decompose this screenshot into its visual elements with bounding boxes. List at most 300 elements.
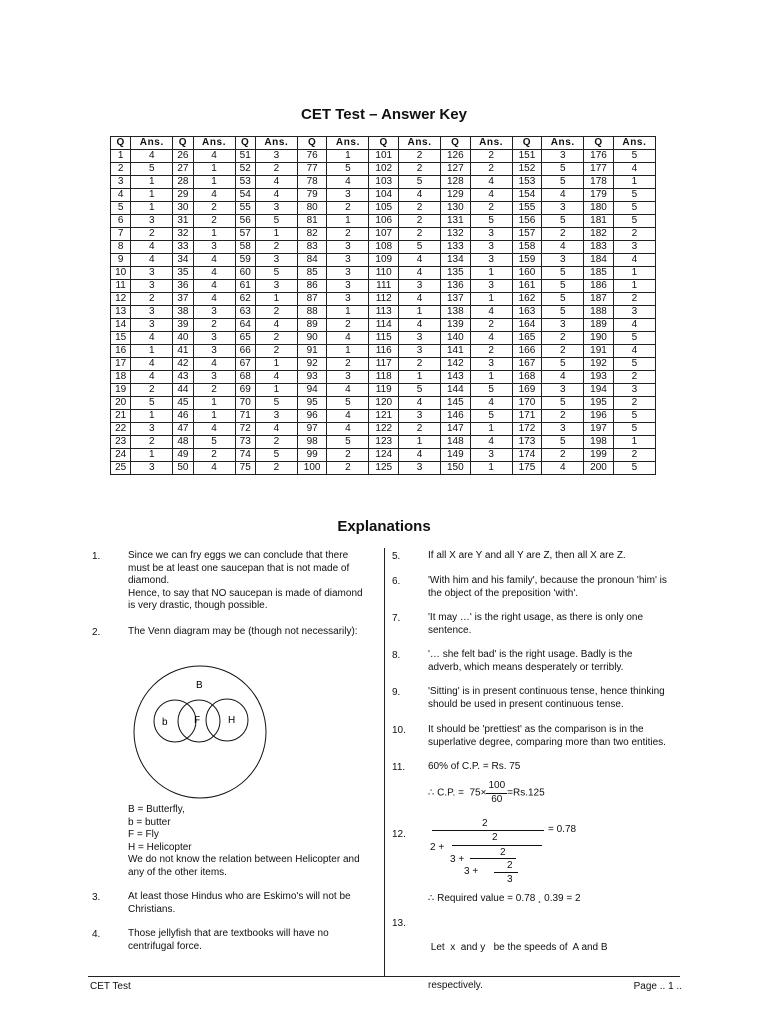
answer-cell: 2 [255, 241, 297, 254]
answer-cell: 3 [131, 215, 173, 228]
table-row [111, 189, 656, 202]
question-number: 124 [369, 449, 399, 462]
question-number: 11 [111, 280, 131, 293]
question-number: 137 [441, 293, 471, 306]
answer-cell: 4 [470, 397, 512, 410]
question-number: 5 [111, 202, 131, 215]
question-number: 70 [235, 397, 255, 410]
denominator: 60 [491, 793, 503, 805]
math-text: =Rs.125 [507, 787, 545, 799]
text-line: If all X are Y and all Y are Z, then all X are Z. [428, 550, 626, 561]
column-header: Ans. [255, 137, 297, 150]
question-number: 127 [441, 163, 471, 176]
answer-cell: 2 [542, 449, 584, 462]
answer-cell: 5 [542, 215, 584, 228]
answer-cell: 1 [470, 423, 512, 436]
question-number: 147 [441, 423, 471, 436]
answer-cell: 4 [327, 384, 369, 397]
answer-cell: 1 [131, 449, 173, 462]
answer-cell: 4 [327, 423, 369, 436]
table-row [111, 228, 656, 241]
answer-cell: 2 [255, 462, 297, 475]
question-number: 107 [369, 228, 399, 241]
answer-cell: 5 [542, 293, 584, 306]
answer-cell: 1 [193, 176, 235, 189]
question-number: 80 [297, 202, 327, 215]
text-line: H = Helicopter [128, 841, 192, 853]
question-number: 93 [297, 371, 327, 384]
answer-cell: 2 [399, 215, 441, 228]
math-text: 2 [507, 860, 513, 871]
text-line: Since we can fry eggs we can conclude that there [128, 550, 349, 561]
answer-cell: 5 [542, 280, 584, 293]
answer-cell: 2 [399, 163, 441, 176]
question-number: 73 [235, 436, 255, 449]
text-line: superlative degree, comparing more than two entities. [428, 736, 666, 748]
answer-cell: 2 [255, 163, 297, 176]
question-number: 54 [235, 189, 255, 202]
answer-cell: 4 [399, 293, 441, 306]
question-number: 184 [584, 254, 614, 267]
answer-cell: 2 [327, 449, 369, 462]
answer-cell: 2 [255, 436, 297, 449]
answer-cell: 2 [193, 319, 235, 332]
table-row [111, 150, 656, 163]
answer-cell: 3 [470, 228, 512, 241]
answer-cell: 2 [399, 150, 441, 163]
answer-cell: 5 [542, 358, 584, 371]
text-line: The Venn diagram may be (though not necessarily): [128, 626, 358, 637]
question-number: 136 [441, 280, 471, 293]
answer-cell: 4 [193, 150, 235, 163]
question-number: 160 [512, 267, 542, 280]
table-row [111, 449, 656, 462]
answer-cell: 2 [255, 332, 297, 345]
answer-cell: 2 [542, 332, 584, 345]
table-row [111, 423, 656, 436]
answer-cell: 3 [470, 254, 512, 267]
answer-cell: 1 [399, 306, 441, 319]
answer-cell: 3 [613, 241, 655, 254]
answer-cell: 1 [613, 176, 655, 189]
question-number: 200 [584, 462, 614, 475]
answer-cell: 2 [193, 384, 235, 397]
question-number: 149 [441, 449, 471, 462]
answer-cell: 2 [613, 293, 655, 306]
answer-cell: 4 [255, 371, 297, 384]
question-number: 69 [235, 384, 255, 397]
answer-cell: 2 [327, 228, 369, 241]
question-number: 51 [235, 150, 255, 163]
answer-cell: 2 [255, 306, 297, 319]
answer-cell: 1 [131, 410, 173, 423]
footer-rule [88, 976, 680, 977]
answer-cell: 1 [255, 358, 297, 371]
answer-cell: 4 [470, 176, 512, 189]
answer-cell: 3 [193, 332, 235, 345]
question-number: 150 [441, 462, 471, 475]
question-number: 19 [111, 384, 131, 397]
question-number: 169 [512, 384, 542, 397]
answer-cell: 3 [327, 254, 369, 267]
answer-cell: 3 [470, 241, 512, 254]
table-row [111, 202, 656, 215]
question-number: 145 [441, 397, 471, 410]
question-number: 191 [584, 345, 614, 358]
answer-cell: 2 [131, 293, 173, 306]
answer-cell: 3 [399, 462, 441, 475]
question-number: 72 [235, 423, 255, 436]
answer-cell: 5 [542, 163, 584, 176]
question-number: 119 [369, 384, 399, 397]
answer-cell: 3 [255, 280, 297, 293]
answer-cell: 3 [193, 345, 235, 358]
answer-cell: 2 [131, 436, 173, 449]
answer-cell: 3 [255, 254, 297, 267]
table-row [111, 358, 656, 371]
math-text: 2 + [430, 842, 445, 853]
question-number: 186 [584, 280, 614, 293]
question-number: 176 [584, 150, 614, 163]
answer-cell: 1 [327, 345, 369, 358]
answer-cell: 2 [399, 358, 441, 371]
answer-cell: 3 [399, 280, 441, 293]
answer-cell: 1 [193, 228, 235, 241]
question-number: 86 [297, 280, 327, 293]
question-number: 44 [173, 384, 193, 397]
venn-legend [128, 804, 378, 879]
text-line: 'It may …' is the right usage, as there is only one [428, 612, 644, 623]
answer-cell: 5 [470, 215, 512, 228]
question-number: 85 [297, 267, 327, 280]
question-number: 47 [173, 423, 193, 436]
math-12 [430, 818, 630, 890]
table-row [111, 319, 656, 332]
text-line: centrifugal force. [128, 940, 202, 952]
fraction-bar [470, 858, 516, 859]
answer-cell: 2 [399, 228, 441, 241]
answer-cell: 4 [193, 280, 235, 293]
item-number: 2. [92, 627, 101, 638]
text-line: Hence, to say that NO saucepan is made of diamond [128, 587, 363, 599]
explanation-2 [128, 626, 378, 639]
question-number: 7 [111, 228, 131, 241]
column-header: Q [584, 137, 614, 150]
table-row [111, 462, 656, 475]
question-number: 90 [297, 332, 327, 345]
answer-cell: 3 [131, 267, 173, 280]
answer-cell: 3 [193, 241, 235, 254]
question-number: 24 [111, 449, 131, 462]
question-number: 103 [369, 176, 399, 189]
answer-cell: 2 [255, 345, 297, 358]
answer-cell: 3 [613, 306, 655, 319]
answer-cell: 5 [542, 267, 584, 280]
text-line: It should be 'prettiest' as the comparison is in the [428, 724, 644, 735]
answer-cell: 2 [327, 319, 369, 332]
answer-cell: 2 [542, 410, 584, 423]
item-number: 1. [92, 551, 101, 562]
text-line: Let x and y be the speeds of A and B [428, 942, 608, 953]
answer-cell: 2 [613, 228, 655, 241]
question-number: 31 [173, 215, 193, 228]
answer-cell: 5 [470, 384, 512, 397]
answer-key-table [110, 136, 656, 475]
question-number: 26 [173, 150, 193, 163]
question-number: 23 [111, 436, 131, 449]
answer-cell: 5 [255, 267, 297, 280]
answer-cell: 3 [470, 358, 512, 371]
text-line: B = Butterfly, [128, 804, 185, 815]
answer-cell: 4 [193, 423, 235, 436]
question-number: 64 [235, 319, 255, 332]
question-number: 144 [441, 384, 471, 397]
question-number: 168 [512, 371, 542, 384]
question-number: 56 [235, 215, 255, 228]
question-number: 101 [369, 150, 399, 163]
math-text: = 0.78 [548, 824, 577, 835]
table-row [111, 345, 656, 358]
answer-cell: 4 [255, 176, 297, 189]
question-number: 77 [297, 163, 327, 176]
answer-cell: 2 [399, 202, 441, 215]
answer-cell: 5 [542, 176, 584, 189]
question-number: 55 [235, 202, 255, 215]
question-number: 3 [111, 176, 131, 189]
question-number: 158 [512, 241, 542, 254]
table-header-row [111, 137, 656, 150]
answer-cell: 4 [613, 345, 655, 358]
text-line: the object of the preposition 'with'. [428, 587, 579, 599]
question-number: 68 [235, 371, 255, 384]
table-row [111, 384, 656, 397]
answer-cell: 1 [327, 150, 369, 163]
numerator: 100 [486, 780, 507, 794]
question-number: 115 [369, 332, 399, 345]
question-number: 71 [235, 410, 255, 423]
math-text: 2 [500, 847, 506, 858]
answer-cell: 5 [613, 358, 655, 371]
answer-cell: 4 [255, 189, 297, 202]
column-header: Q [173, 137, 193, 150]
column-header: Q [111, 137, 131, 150]
question-number: 125 [369, 462, 399, 475]
question-number: 6 [111, 215, 131, 228]
math-text: 3 [507, 874, 513, 885]
math-text: 2 [482, 818, 488, 829]
answer-cell: 4 [131, 254, 173, 267]
question-number: 2 [111, 163, 131, 176]
question-number: 108 [369, 241, 399, 254]
answer-cell: 2 [327, 358, 369, 371]
math-text: 2 [492, 832, 498, 843]
answer-cell: 1 [470, 293, 512, 306]
question-number: 39 [173, 319, 193, 332]
answer-cell: 5 [613, 462, 655, 475]
question-number: 195 [584, 397, 614, 410]
page-title: CET Test – Answer Key [301, 106, 467, 123]
answer-cell: 5 [613, 423, 655, 436]
text-line: is very drastic, though possible. [128, 600, 268, 611]
answer-cell: 5 [131, 163, 173, 176]
answer-cell: 5 [542, 397, 584, 410]
question-number: 79 [297, 189, 327, 202]
answer-cell: 4 [193, 293, 235, 306]
answer-cell: 4 [470, 332, 512, 345]
item-number: 8. [392, 650, 401, 661]
table-row [111, 267, 656, 280]
item-number: 12. [392, 829, 406, 840]
answer-cell: 3 [470, 280, 512, 293]
venn-circle-h [206, 699, 248, 741]
text-line: '… she felt bad' is the right usage. Badly is the [428, 649, 633, 660]
question-number: 98 [297, 436, 327, 449]
question-number: 97 [297, 423, 327, 436]
question-number: 40 [173, 332, 193, 345]
column-divider [384, 548, 385, 976]
text-line: respectively. [428, 979, 483, 991]
therefore-symbol: ∴ [428, 787, 435, 799]
question-number: 152 [512, 163, 542, 176]
question-number: 8 [111, 241, 131, 254]
venn-label: B [196, 680, 203, 691]
question-number: 181 [584, 215, 614, 228]
question-number: 126 [441, 150, 471, 163]
answer-cell: 1 [470, 267, 512, 280]
question-number: 157 [512, 228, 542, 241]
item-number: 4. [92, 929, 101, 940]
answer-cell: 1 [613, 436, 655, 449]
explanation-8 [428, 649, 678, 674]
answer-cell: 1 [193, 410, 235, 423]
question-number: 192 [584, 358, 614, 371]
answer-cell: 1 [193, 397, 235, 410]
question-number: 20 [111, 397, 131, 410]
table-row [111, 410, 656, 423]
question-number: 100 [297, 462, 327, 475]
answer-cell: 3 [542, 384, 584, 397]
answer-cell: 5 [255, 397, 297, 410]
answer-cell: 3 [131, 280, 173, 293]
question-number: 35 [173, 267, 193, 280]
answer-cell: 2 [193, 215, 235, 228]
question-number: 135 [441, 267, 471, 280]
answer-cell: 5 [613, 189, 655, 202]
answer-cell: 2 [613, 371, 655, 384]
question-number: 41 [173, 345, 193, 358]
answer-cell: 2 [542, 345, 584, 358]
question-number: 111 [369, 280, 399, 293]
question-number: 63 [235, 306, 255, 319]
answer-cell: 2 [613, 449, 655, 462]
answer-cell: 3 [131, 462, 173, 475]
question-number: 198 [584, 436, 614, 449]
question-number: 48 [173, 436, 193, 449]
answer-cell: 5 [542, 436, 584, 449]
question-number: 120 [369, 397, 399, 410]
question-number: 122 [369, 423, 399, 436]
answer-cell: 4 [470, 189, 512, 202]
question-number: 61 [235, 280, 255, 293]
question-number: 129 [441, 189, 471, 202]
question-number: 58 [235, 241, 255, 254]
answer-cell: 2 [131, 228, 173, 241]
question-number: 37 [173, 293, 193, 306]
answer-cell: 5 [327, 436, 369, 449]
explanation-9 [428, 686, 678, 711]
question-number: 139 [441, 319, 471, 332]
table-row [111, 254, 656, 267]
text-line: Christians. [128, 903, 176, 915]
question-number: 10 [111, 267, 131, 280]
question-number: 46 [173, 410, 193, 423]
question-number: 17 [111, 358, 131, 371]
question-number: 65 [235, 332, 255, 345]
answer-cell: 2 [327, 202, 369, 215]
question-number: 170 [512, 397, 542, 410]
text-line: We do not know the relation between Helicopter and [128, 854, 360, 865]
answer-cell: 2 [613, 397, 655, 410]
table-row [111, 436, 656, 449]
question-number: 25 [111, 462, 131, 475]
answer-cell: 4 [255, 319, 297, 332]
column-header: Q [297, 137, 327, 150]
column-header: Q [235, 137, 255, 150]
venn-label: F [194, 715, 201, 726]
explanation-4 [128, 928, 378, 953]
question-number: 66 [235, 345, 255, 358]
question-number: 163 [512, 306, 542, 319]
answer-cell: 5 [613, 332, 655, 345]
question-number: 110 [369, 267, 399, 280]
answer-cell: 5 [399, 241, 441, 254]
answer-cell: 5 [613, 150, 655, 163]
column-header: Ans. [193, 137, 235, 150]
question-number: 13 [111, 306, 131, 319]
explanation-11 [428, 761, 678, 774]
question-number: 116 [369, 345, 399, 358]
explanation-3 [128, 891, 378, 916]
column-header: Ans. [131, 137, 173, 150]
answer-cell: 4 [399, 397, 441, 410]
item-number: 13. [392, 918, 406, 929]
text-line: any of the other items. [128, 866, 227, 878]
answer-cell: 2 [327, 462, 369, 475]
column-header: Q [369, 137, 399, 150]
question-number: 99 [297, 449, 327, 462]
answer-cell: 2 [470, 345, 512, 358]
item-number: 9. [392, 687, 401, 698]
question-number: 94 [297, 384, 327, 397]
question-number: 14 [111, 319, 131, 332]
question-number: 45 [173, 397, 193, 410]
question-number: 102 [369, 163, 399, 176]
answer-cell: 1 [327, 306, 369, 319]
answer-cell: 3 [613, 384, 655, 397]
answer-cell: 1 [327, 215, 369, 228]
question-number: 165 [512, 332, 542, 345]
question-number: 27 [173, 163, 193, 176]
answer-cell: 4 [327, 176, 369, 189]
answer-cell: 4 [131, 332, 173, 345]
answer-cell: 4 [193, 358, 235, 371]
answer-cell: 2 [542, 228, 584, 241]
answer-cell: 5 [193, 436, 235, 449]
question-number: 78 [297, 176, 327, 189]
answer-cell: 3 [131, 319, 173, 332]
question-number: 138 [441, 306, 471, 319]
answer-cell: 5 [399, 176, 441, 189]
